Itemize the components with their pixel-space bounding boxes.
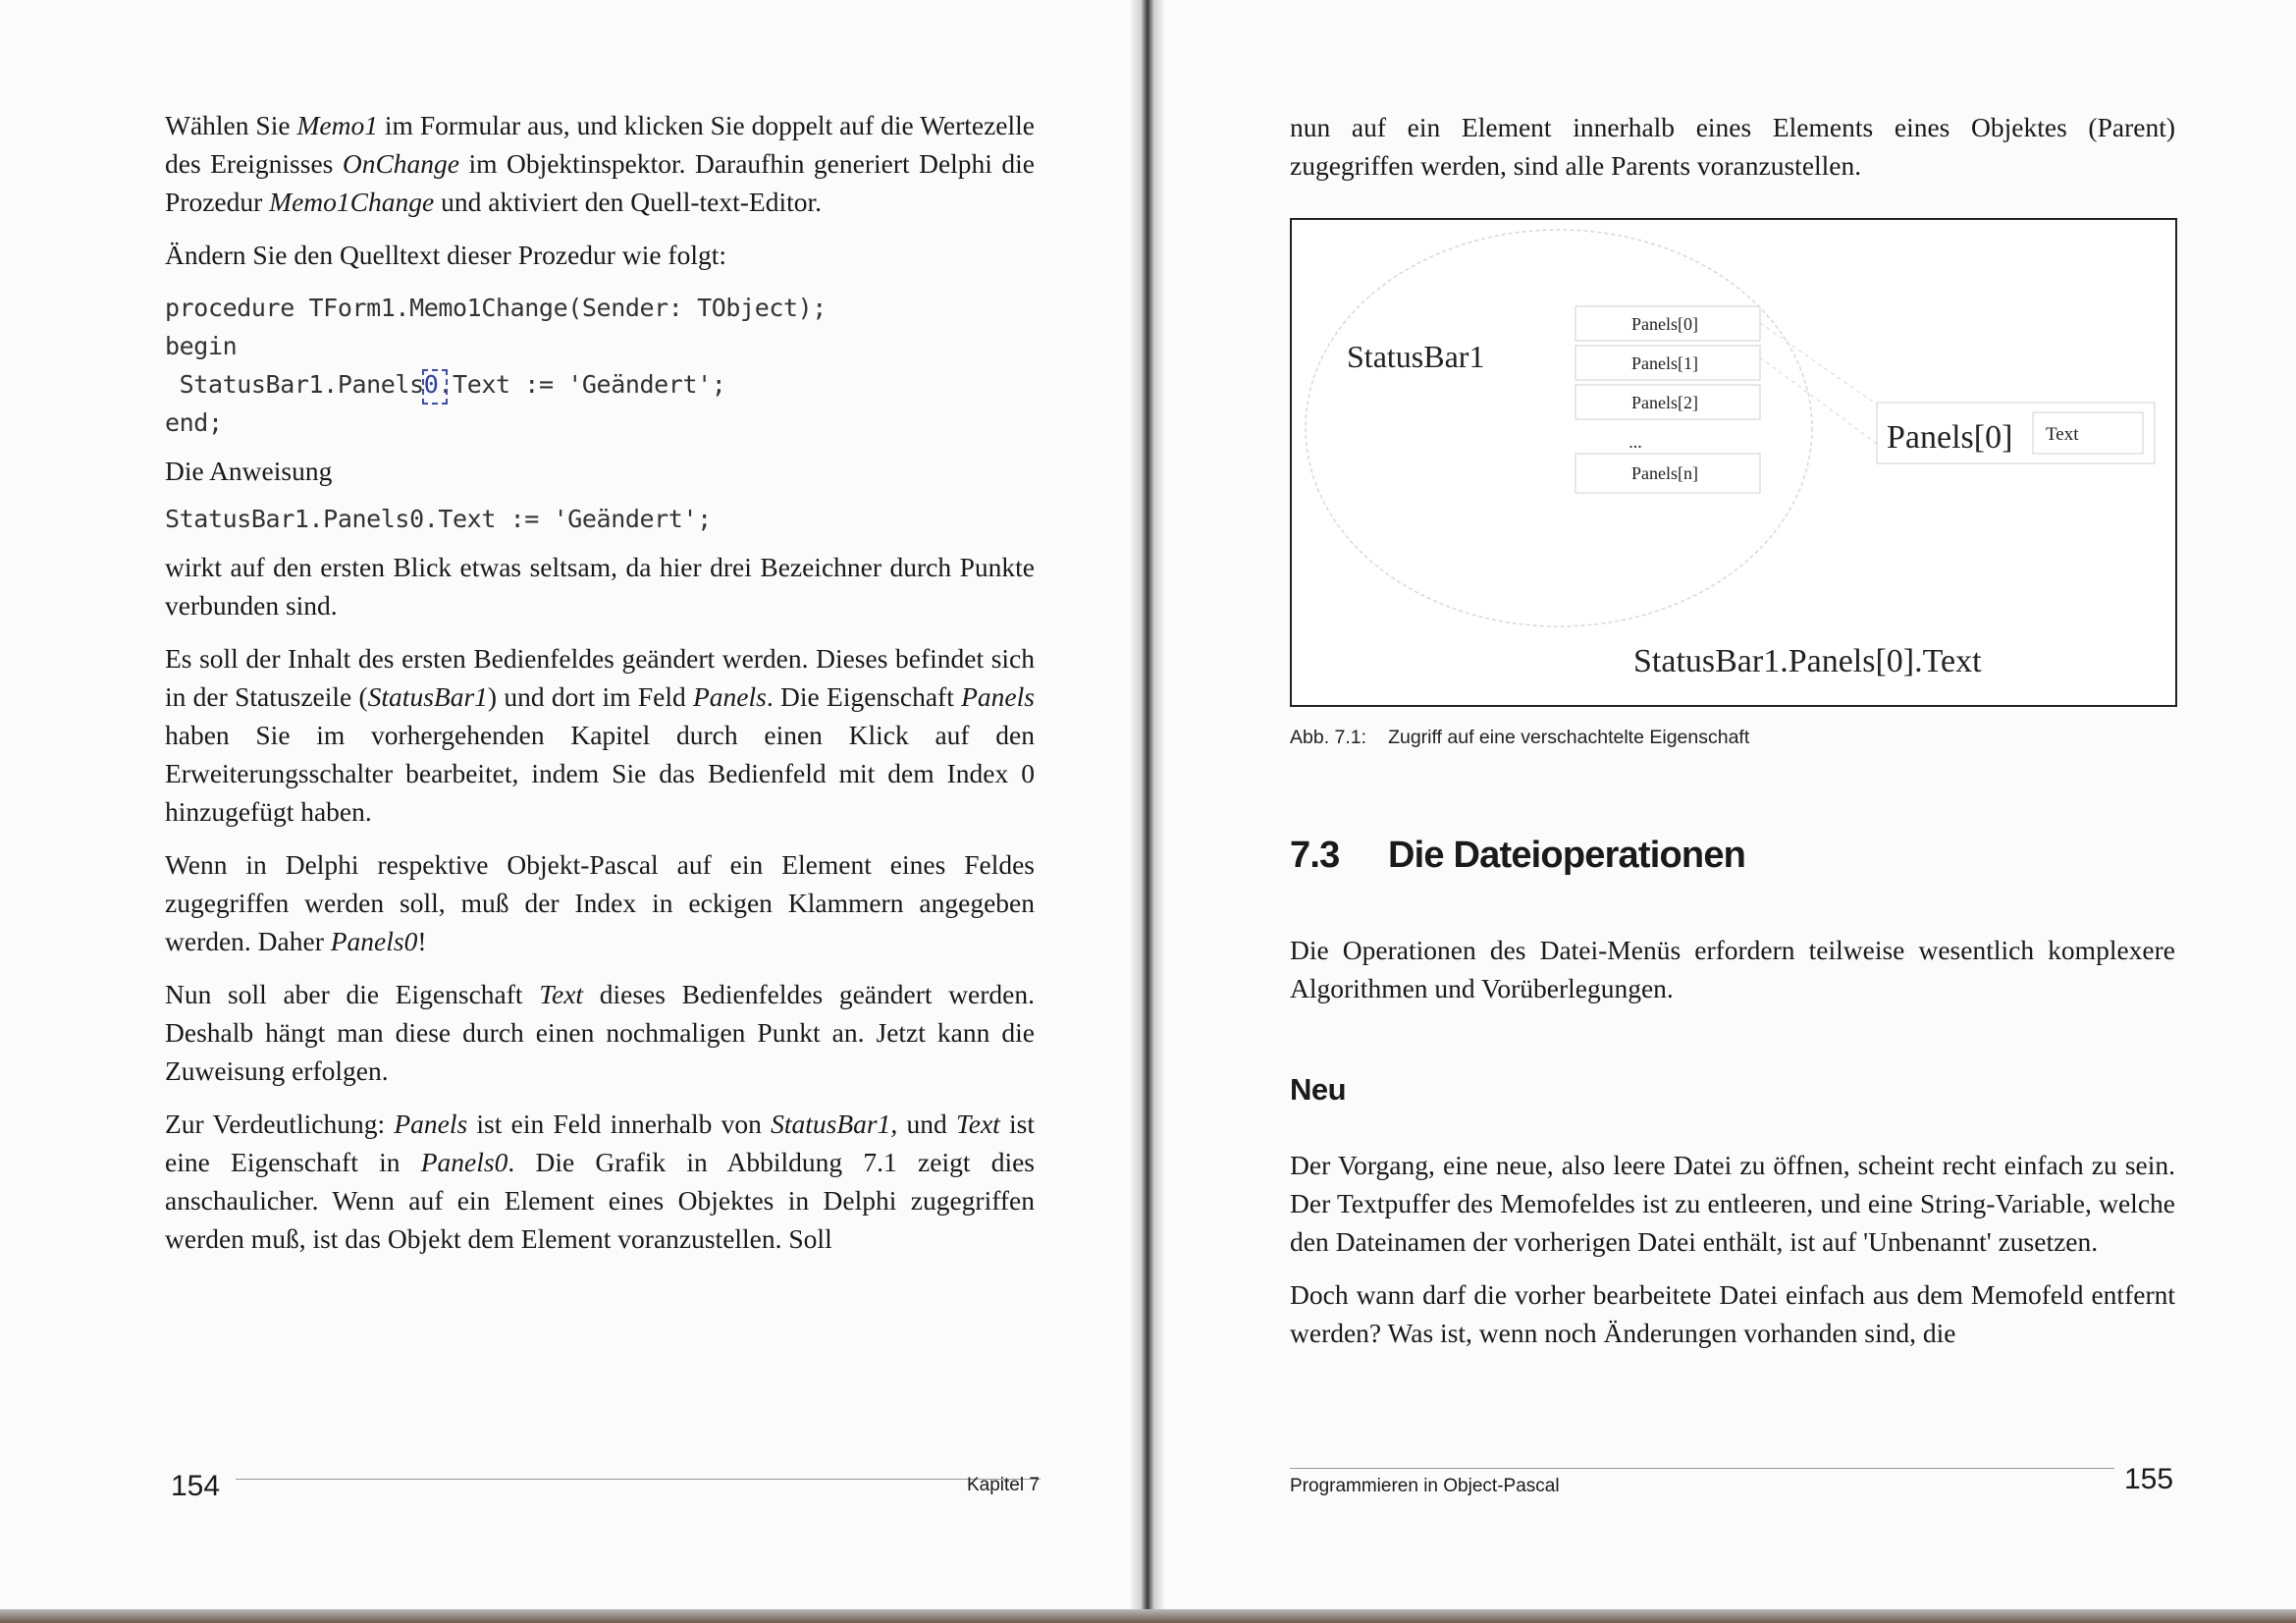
figure-caption — [1290, 727, 1749, 749]
caption-prefix: Abb. 7.1: — [1290, 727, 1367, 748]
subsection-heading: Neu — [1290, 1072, 1347, 1107]
right-intro — [1290, 108, 2175, 185]
panels-list — [1575, 306, 1760, 493]
panel-label-1: Panels[1] — [1631, 353, 1698, 373]
statusbar-label: StatusBar1 — [1347, 339, 1485, 374]
footer-rule-right — [1290, 1468, 2114, 1469]
code-line-3-head: StatusBar1.Panels — [165, 370, 424, 399]
detail-label: Panels[0] — [1887, 419, 2013, 456]
running-head-right: Programmieren in Object-Pascal — [1290, 1476, 1560, 1496]
statusbar-ellipse — [1306, 230, 1812, 626]
path-label: StatusBar1.Panels[0].Text — [1633, 643, 1982, 679]
italic-term: Panels — [961, 681, 1035, 712]
paragraph: Ändern Sie den Quelltext dieser Prozedur wie folgt: — [165, 240, 726, 270]
italic-term: Panels — [394, 1109, 468, 1139]
italic-term: Text — [539, 979, 584, 1009]
running-head-left: Kapitel 7 — [967, 1475, 1040, 1495]
italic-term: OnChange — [342, 148, 460, 179]
left-paragraphs-top — [165, 106, 1035, 274]
paragraph: Wenn in Delphi respektive Objekt-Pascal auf ein Element eines Feldes zugegriffen werden soll, muß der Index in eckigen Klammern angegeben werden. Daher Panels0! — [165, 849, 1035, 956]
left-paragraphs-bottom — [165, 548, 1035, 1258]
panel-label-2: Panels[2] — [1631, 393, 1698, 412]
section-intro: Die Operationen des Datei-Menüs erfordern teilweise wesentlich komplexere Algorithmen und Vorüberlegungen. — [1290, 935, 2175, 1003]
italic-term: Panels0 — [420, 1147, 508, 1177]
italic-term: Panels0 — [330, 926, 418, 956]
italic-term: StatusBar1 — [367, 681, 488, 712]
code-line-3 — [165, 365, 1035, 404]
footer-rule-left — [236, 1479, 1041, 1480]
section-number: 7.3 — [1290, 835, 1340, 876]
left-page-body — [165, 106, 1035, 1258]
panel-label-n: Panels[n] — [1631, 463, 1698, 483]
italic-term: StatusBar1, — [771, 1109, 898, 1139]
right-body — [1290, 1146, 2175, 1352]
annotation-marker: 0 — [424, 365, 439, 404]
intro-paragraph: nun auf ein Element innerhalb eines Elements eines Objektes (Parent) zugegriffen werden, sind alle Parents voranzustellen. — [1290, 112, 2175, 181]
page-number-right: 155 — [2124, 1463, 2174, 1495]
connector-bottom — [1760, 357, 1877, 444]
italic-term: Panels — [693, 681, 767, 712]
paragraph: Es soll der Inhalt des ersten Bedienfeldes geändert werden. Dieses befindet sich in der Statuszeile (StatusBar1) und dort im Feld Panels. Die Eigenschaft Panels haben Sie im vorhergehenden Kapitel durch einen Klick auf den Erweiterungsschalter bearbeitet, indem Sie das Bedienfeld mit dem Index 0 hinzugefügt haben. — [165, 643, 1035, 827]
code-line-2: begin — [165, 332, 238, 360]
italic-term: Text — [955, 1109, 1000, 1139]
right-paragraph-2: Doch wann darf die vorher bearbeitete Datei einfach aus dem Memofeld entfernt werden? Was ist, wenn noch Änderungen vorhanden sind, die — [1290, 1279, 2175, 1348]
panel-ellipsis: ... — [1629, 432, 1642, 452]
code-line-4: end; — [165, 408, 223, 437]
anweisung-label: Die Anweisung — [165, 456, 333, 486]
scan-edge — [0, 1609, 2296, 1623]
code-listing — [165, 289, 1035, 442]
connector-top — [1760, 323, 1877, 405]
italic-term: Memo1 — [296, 110, 378, 140]
section-title: Die Dateioperationen — [1388, 835, 1746, 876]
panel-label-0: Panels[0] — [1631, 314, 1698, 334]
page-number-left: 154 — [171, 1470, 221, 1502]
italic-term: Memo1Change — [269, 187, 435, 217]
code-line-3-tail: .Text := 'Geändert'; — [438, 370, 726, 399]
code-line-1: procedure TForm1.Memo1Change(Sender: TObject); — [165, 294, 827, 322]
figure-nested-property — [1290, 218, 2177, 707]
right-paragraph-1: Der Vorgang, eine neue, also leere Datei zu öffnen, scheint recht einfach zu sein. Der Textpuffer des Memofeldes ist zu entleeren, und eine String-Variable, welche den Dateinamen der vorherigen Datei enthält, ist auf 'Unbenannt' zusetzen. — [1290, 1150, 2175, 1257]
anweisung-code: StatusBar1.Panels0.Text := 'Geändert'; — [165, 505, 712, 533]
caption-text: Zugriff auf eine verschachtelte Eigenschaft — [1388, 727, 1750, 748]
figure-diagram — [1292, 220, 2175, 705]
paragraph: Zur Verdeutlichung: Panels ist ein Feld innerhalb von StatusBar1, und Text ist eine Eigenschaft in Panels0. Die Grafik in Abbildung 7.1 zeigt dies anschaulicher. Wenn auf ein Element eines Objektes in Delphi zugegriffen werden muß, ist das Objekt dem Element voranzustellen. Soll — [165, 1109, 1036, 1254]
section-heading — [1290, 835, 1745, 877]
section-intro-block — [1290, 931, 2175, 1007]
paragraph: wirkt auf den ersten Blick etwas seltsam, da hier drei Bezeichner durch Punkte verbunden sind. — [165, 552, 1035, 621]
paragraph: Nun soll aber die Eigenschaft Text dieses Bedienfeldes geändert werden. Deshalb hängt man diese durch einen nochmaligen Punkt an. Jetzt kann die Zuweisung erfolgen. — [165, 979, 1035, 1086]
detail-field-label: Text — [2046, 424, 2079, 445]
book-gutter — [1131, 0, 1164, 1623]
paragraph: Wählen Sie Memo1 im Formular aus, und klicken Sie doppelt auf die Wertezelle des Ereignisses OnChange im Objektinspektor. Daraufhin generiert Delphi die Prozedur Memo1Change und aktiviert den Quell-text-Editor. — [165, 110, 1035, 217]
